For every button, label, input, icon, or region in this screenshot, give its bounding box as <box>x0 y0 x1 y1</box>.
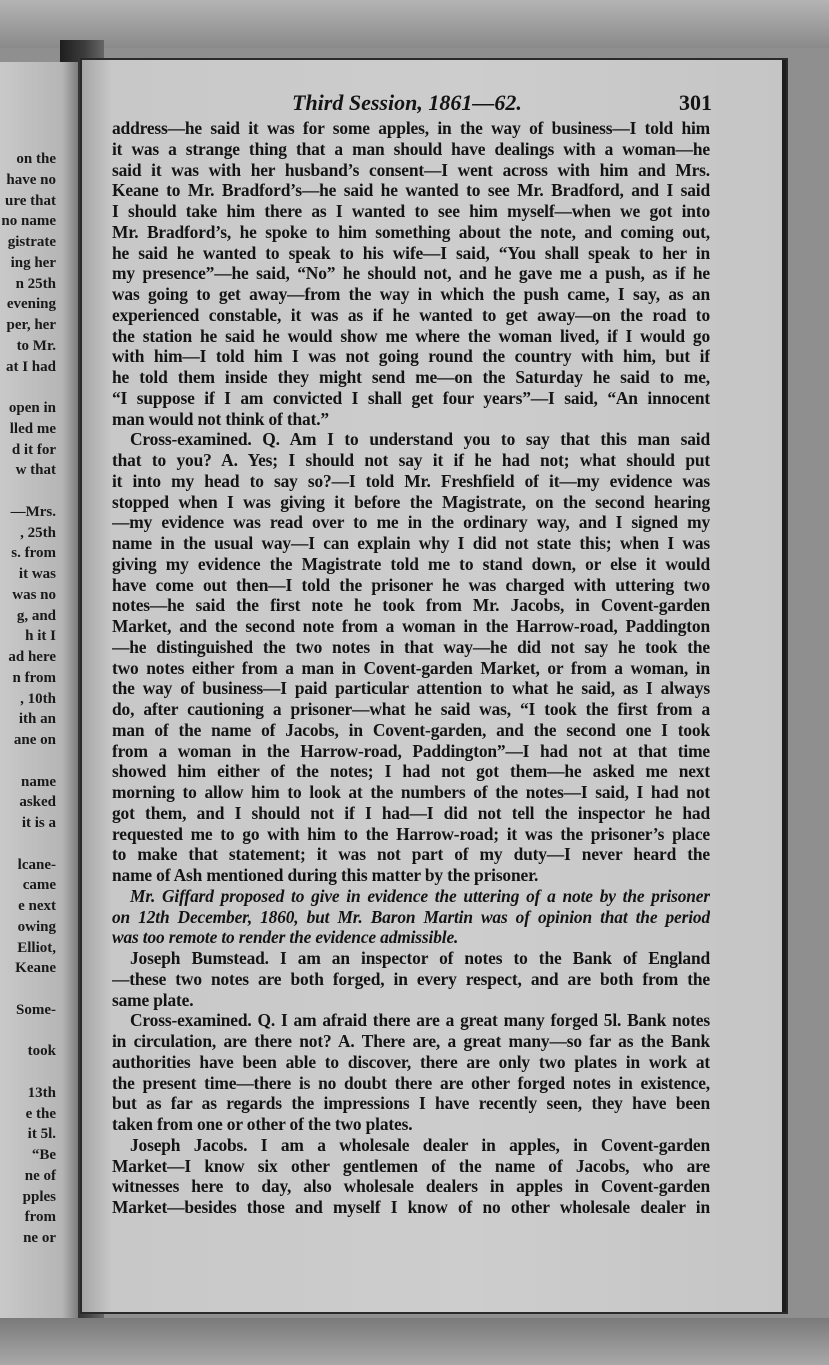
text-line: do, after cautioning a prisoner—what he said was, “I took the first from a <box>112 699 710 719</box>
text-line: —my evidence was read over to me in the ordinary way, and I signed my <box>112 512 710 533</box>
text-line: man would not think of that.” <box>112 408 329 429</box>
text-line: the station he said he would show me where the woman lived, if I would go <box>112 325 710 346</box>
left-page-fragment: at I had <box>5 358 56 375</box>
left-facing-page <box>0 62 78 1324</box>
text-line: was too remote to render the evidence admissible. <box>112 927 459 948</box>
scan-background-bottom <box>0 1318 829 1365</box>
left-page-fragment: n 25th <box>15 275 56 292</box>
left-page-fragment: “Be <box>31 1147 56 1163</box>
left-page-fragment: 13th <box>27 1084 56 1101</box>
scan-background-top <box>0 0 829 48</box>
text-line: to make that statement; it was not part of my duty—I never heard the <box>112 844 710 865</box>
left-page-fragment: h it I <box>25 628 56 645</box>
left-page-fragment: was no <box>12 586 56 603</box>
text-line: Keane to Mr. Bradford’s—he said he wanted to see Mr. Bradford, and I said <box>112 180 710 201</box>
left-page-fragment: it 5l. <box>27 1126 56 1143</box>
text-line: address—he said it was for some apples, in the way of business—I told him <box>112 118 710 138</box>
text-line: two notes either from a man in Covent-garden Market, or from a woman, in <box>112 657 710 678</box>
text-line: the present time—there is no doubt there are other forged notes in existence, <box>112 1072 710 1093</box>
text-line: have come out then—I told the prisoner he was charged with uttering two <box>112 574 710 595</box>
text-line: requested me to go with him to the Harrow-road; it was the prisoner’s place <box>112 823 710 844</box>
text-line: Cross-examined. Q. I am afraid there are a great many forged 5l. Bank notes <box>130 1010 710 1031</box>
page-body-text <box>112 118 710 1218</box>
left-page-fragment: no name <box>1 213 56 230</box>
left-page-fragment: s. from <box>11 545 56 562</box>
left-page-fragment: it was <box>18 566 56 582</box>
text-line: but as far as regards the impressions I have recently seen, they have been <box>112 1093 710 1114</box>
text-line: Joseph Bumstead. I am an inspector of notes to the Bank of England <box>130 948 710 968</box>
text-line: from a woman in the Harrow-road, Paddington”—I had not at that time <box>112 740 710 761</box>
left-page-fragment: w that <box>15 462 56 479</box>
left-page-fragment: —Mrs. <box>10 503 56 520</box>
text-line: I should take him there as I wanted to see him myself—when we got into <box>112 201 710 221</box>
text-line: that to you? A. Yes; I should not say it if he had not; what should put <box>112 450 710 470</box>
left-page-fragment: took <box>27 1043 56 1060</box>
text-line: giving my evidence the Magistrate told me to stand down, or else it would <box>112 553 710 574</box>
text-line: notes—he said the first note he took from Mr. Jacobs, in Covent-garden <box>112 595 710 616</box>
left-page-fragment: evening <box>6 296 56 313</box>
left-page-fragment: , 10th <box>20 690 56 707</box>
left-page-fragment: from <box>24 1209 56 1226</box>
text-line: name in the usual way—I can explain why I did not state this; when I was <box>112 533 710 553</box>
text-line: Mr. Bradford’s, he spoke to him something about the note, and coming out, <box>112 221 710 242</box>
text-line: it was a strange thing that a man should have dealings with a woman—he <box>112 138 710 159</box>
left-page-fragment: Elliot, <box>17 939 56 956</box>
left-page-fragment: Keane <box>15 960 56 977</box>
left-page-fragment: it is a <box>21 815 56 831</box>
text-line: same plate. <box>112 989 194 1010</box>
left-page-fragment: pples <box>22 1188 56 1205</box>
text-line: morning to allow him to look at the numbers of the notes—I said, I had not <box>112 782 710 802</box>
text-line: the way of business—I paid particular attention to what he said, as I always <box>112 678 710 699</box>
text-line: Joseph Jacobs. I am a wholesale dealer in apples, in Covent-garden <box>130 1134 710 1155</box>
text-line: in circulation, are there not? A. There are, a great many—so far as the Bank <box>112 1031 710 1051</box>
left-page-fragment: to Mr. <box>16 337 56 354</box>
left-page-fragment: name <box>21 773 56 790</box>
text-line: showed him either of the notes; I had not got them—he asked me next <box>112 761 710 782</box>
left-page-fragment: g, and <box>16 607 56 624</box>
left-page-fragment: ure that <box>5 192 56 209</box>
text-line: Market—I know six other gentlemen of the name of Jacobs, who are <box>112 1155 710 1176</box>
left-page-fragment: e next <box>18 898 56 914</box>
left-page-fragment: owing <box>17 918 56 935</box>
left-page-fragment: per, her <box>6 317 56 333</box>
left-page-fragment: lled me <box>9 420 56 437</box>
text-line: —he distinguished the two notes in that way—he did not say he took the <box>112 636 710 657</box>
left-page-fragment: ad here <box>8 649 56 665</box>
text-line: he told them inside they might send me—on the Saturday he said to me, <box>112 367 710 387</box>
left-page-fragment: gistrate <box>7 234 56 250</box>
left-page-fragment: open in <box>8 400 56 416</box>
text-line: stopped when I was giving it before the Magistrate, on the second hearing <box>112 491 710 512</box>
left-page-fragment: asked <box>19 794 56 811</box>
main-page <box>82 60 786 1312</box>
left-page-fragment: ane on <box>13 732 56 748</box>
text-line: got them, and I should not if I had—I did not tell the inspector he had <box>112 802 710 823</box>
running-header <box>112 90 712 114</box>
text-line: —these two notes are both forged, in every respect, and are both from the <box>112 968 710 989</box>
text-line: it into my head to say so?—I told Mr. Freshfield of it—my evidence was <box>112 470 710 491</box>
text-line: he said he wanted to speak to his wife—I said, “You shall speak to her in <box>112 242 710 263</box>
text-line: man of the name of Jacobs, in Covent-garden, and the second one I took <box>112 719 710 740</box>
left-page-fragment: ne or <box>23 1230 56 1246</box>
left-page-fragment: e the <box>25 1105 56 1122</box>
left-page-fragment: d it for <box>11 441 56 458</box>
text-line: Mr. Giffard proposed to give in evidence the uttering of a note by the prisoner <box>130 885 710 906</box>
text-line: authorities have been able to discover, there are only two plates in work at <box>112 1051 710 1072</box>
left-page-fragment: ing her <box>10 254 56 271</box>
page-number: 301 <box>679 90 712 115</box>
text-line: “I suppose if I am convicted I shall get four years”—I said, “An innocent <box>112 387 710 408</box>
left-page-fragment: Some- <box>16 1001 56 1018</box>
text-line: was going to get away—from the way in which the push came, I say, as an <box>112 284 710 304</box>
text-line: Cross-examined. Q. Am I to understand you to say that this man said <box>130 429 710 450</box>
left-page-fragment: ith an <box>18 711 56 728</box>
left-page-fragment: lcane- <box>17 856 56 873</box>
text-line: on 12th December, 1860, but Mr. Baron Martin was of opinion that the period <box>112 906 710 927</box>
text-line: with him—I told him I was not going round the country with him, but if <box>112 346 710 367</box>
text-line: witnesses here to day, also wholesale dealers in apples in Covent-garden <box>112 1176 710 1197</box>
left-page-fragment: came <box>22 877 56 894</box>
text-line: Market, and the second note from a woman in the Harrow-road, Paddington <box>112 616 710 636</box>
left-page-fragment: have no <box>6 171 56 188</box>
text-line: my presence”—he said, “No” he should not, and he gave me a push, as if he <box>112 263 710 284</box>
text-line: experienced constable, it was as if he wanted to get away—on the road to <box>112 304 710 325</box>
running-title: Third Session, 1861—62. <box>292 90 522 115</box>
left-page-fragment: ne of <box>24 1167 56 1184</box>
left-page-fragment: on the <box>16 151 56 167</box>
text-line: taken from one or other of the two plates. <box>112 1114 413 1134</box>
text-line: said it was with her husband’s consent—I went across with him and Mrs. <box>112 159 710 180</box>
left-page-fragment: , 25th <box>20 524 56 541</box>
text-line: Market—besides those and myself I know of no other wholesale dealer in <box>112 1197 710 1217</box>
left-page-fragment: n from <box>12 669 56 686</box>
text-line: name of Ash mentioned during this matter by the prisoner. <box>112 865 539 885</box>
